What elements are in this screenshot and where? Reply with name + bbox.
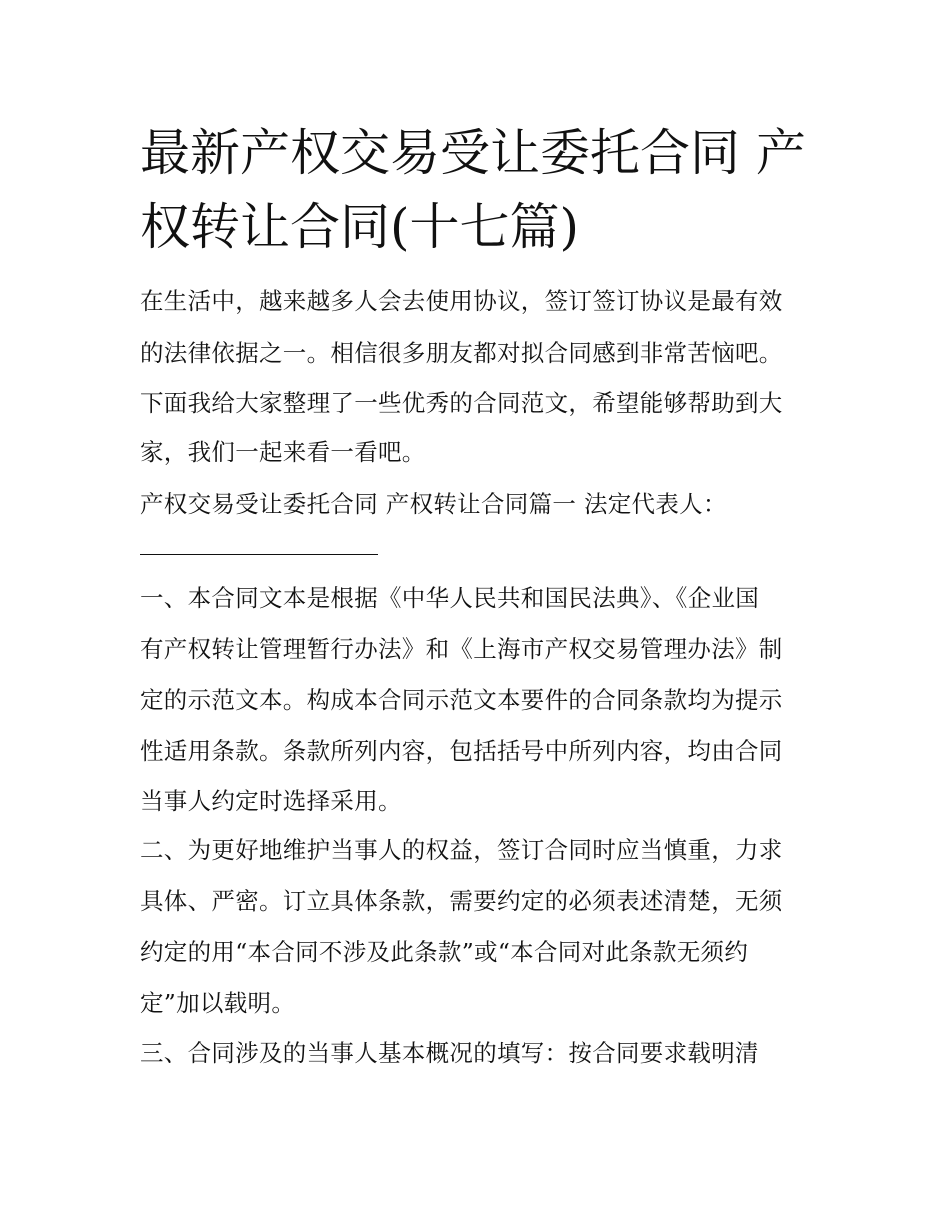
- title-line: 最新产权交易受让委托合同 产: [140, 124, 806, 182]
- clause-line: 具体、严密。订立具体条款，需要约定的必须表述清楚，无须: [140, 887, 783, 915]
- intro-line: 在生活中，越来越多人会去使用协议，签订签订协议是最有效: [140, 287, 783, 315]
- clause-line: 约定的用“本合同不涉及此条款”或“本合同对此条款无须约: [140, 938, 749, 966]
- clause-line: 当事人约定时选择采用。: [140, 787, 402, 815]
- clause-line: 定的示范文本。构成本合同示范文本要件的合同条款均为提示: [140, 686, 783, 714]
- clause-line: 二、为更好地维护当事人的权益，签订合同时应当慎重，力求: [140, 836, 783, 864]
- clause-line: 三、合同涉及的当事人基本概况的填写：按合同要求载明清: [140, 1039, 759, 1067]
- clause-line: 一、本合同文本是根据《中华人民共和国民法典》、《企业国: [140, 584, 760, 612]
- section-heading: 产权交易受让委托合同 产权转让合同篇一 法定代表人：: [140, 490, 727, 518]
- document-title: [140, 116, 820, 264]
- intro-line: 下面我给大家整理了一些优秀的合同范文，希望能够帮助到大: [140, 389, 783, 417]
- blank-fill-line: [140, 554, 378, 555]
- title-line: 权转让合同(十七篇): [140, 198, 580, 256]
- intro-line: 家，我们一起来看一看吧。: [140, 438, 426, 466]
- clause-line: 有产权转让管理暂行办法》和《上海市产权交易管理办法》制: [140, 635, 783, 663]
- clause-line: 定”加以载明。: [140, 989, 296, 1017]
- clause-line: 性适用条款。条款所列内容，包括括号中所列内容，均由合同: [140, 737, 783, 765]
- intro-line: 的法律依据之一。相信很多朋友都对拟合同感到非常苦恼吧。: [140, 339, 783, 367]
